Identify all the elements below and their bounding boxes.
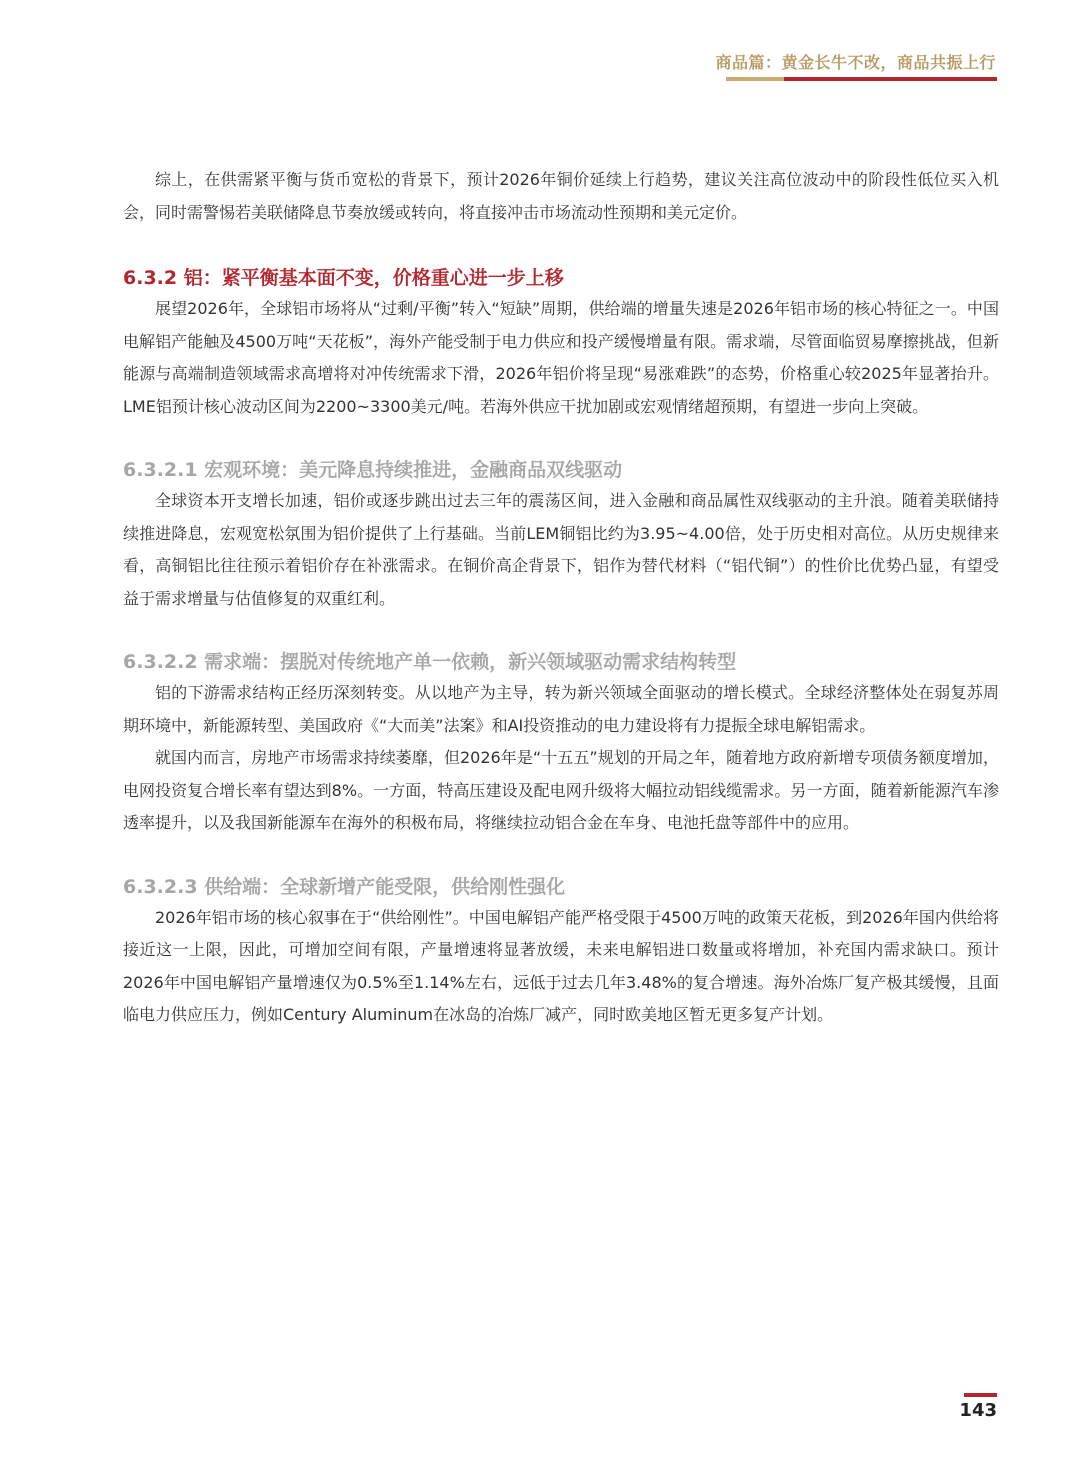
page-number: 143 [959, 1400, 997, 1421]
subsection-heading-macro: 6.3.2.1 宏观环境：美元降息持续推进，金融商品双线驱动 [123, 459, 623, 481]
section-heading: 6.3.2 铝：紧平衡基本面不变，价格重心进一步上移 [123, 267, 564, 289]
page-content [123, 164, 999, 1032]
subsection-paragraph-supply: 2026年铝市场的核心叙事在于“供给刚性”。中国电解铝产能严格受限于4500万吨的政策天花板，到2026年国内供给将接近这一上限，因此，可增加空间有限，产量增速将显著放缓，未来电解铝进口数量或将增加，补充国内需求缺口。预计2026年中国电解铝产量增速仅为0.5%至1.14%左右，远低于过去几年3.48%的复合增速。海外冶炼厂复产极其缓慢，且面临电力供应压力，例如Century Aluminum在冰岛的冶炼厂减产，同时欧美地区暂无更多复产计划。 [123, 907, 999, 1024]
subsection-paragraph-macro: 全球资本开支增长加速，铝价或逐步跳出过去三年的震荡区间，进入金融和商品属性双线驱动的主升浪。随着美联储持续推进降息，宏观宽松氛围为铝价提供了上行基础。当前LEM铜铝比约为3.95~4.00倍，处于历史相对高位。从历史规律来看，高铜铝比往往预示着铝价存在补涨需求。在铜价高企背景下，铝作为替代材料（“铝代铜”）的性价比优势凸显，有望受益于需求增量与估值修复的双重红利。 [123, 491, 999, 608]
intro-paragraph: 综上，在供需紧平衡与货币宽松的背景下，预计2026年铜价延续上行趋势，建议关注高位波动中的阶段性低位买入机会，同时需警惕若美联储降息节奏放缓或转向，将直接冲击市场流动性预期和美元定价。 [123, 170, 999, 222]
header-title: 商品篇：黄金长牛不改，商品共振上行 [715, 53, 996, 72]
section-paragraph: 展望2026年，全球铝市场将从“过剩/平衡”转入“短缺”周期，供给端的增量失速是2026年铝市场的核心特征之一。中国电解铝产能触及4500万吨“天花板”，海外产能受制于电力供应和投产缓慢增量有限。需求端，尽管面临贸易摩擦挑战，但新能源与高端制造领域需求高增将对冲传统需求下滑，2026年铝价将呈现“易涨难跌”的态势，价格重心较2025年显著抬升。LME铝预计核心波动区间为2200~3300美元/吨。若海外供应干扰加剧或宏观情绪超预期，有望进一步向上突破。 [123, 299, 999, 416]
page-number-rule [964, 1393, 997, 1397]
subsection-heading-supply: 6.3.2.3 供给端：全球新增产能受限，供给刚性强化 [123, 875, 566, 898]
subsection-paragraph-demand-2: 就国内而言，房地产市场需求持续萎靡，但2026年是“十五五”规划的开局之年，随着地方政府新增专项债务额度增加，电网投资复合增长率有望达到8%。一方面，特高压建设及配电网升级将大幅拉动铝线缆需求。另一方面，随着新能源汽车渗透率提升，以及我国新能源车在海外的积极布局，将继续拉动铝合金在车身、电池托盘等部件中的应用。 [123, 748, 999, 832]
header-rule-gold [726, 77, 784, 81]
subsection-paragraph-demand-1: 铝的下游需求结构正经历深刻转变。从以地产为主导，转为新兴领域全面驱动的增长模式。全球经济整体处在弱复苏周期环境中，新能源转型、美国政府《“大而美”法案》和AI投资推动的电力建设将有力提振全球电解铝需求。 [123, 683, 999, 735]
subsection-heading-demand: 6.3.2.2 需求端：摆脱对传统地产单一依赖，新兴领域驱动需求结构转型 [123, 651, 737, 673]
header-rule-red [784, 77, 997, 81]
